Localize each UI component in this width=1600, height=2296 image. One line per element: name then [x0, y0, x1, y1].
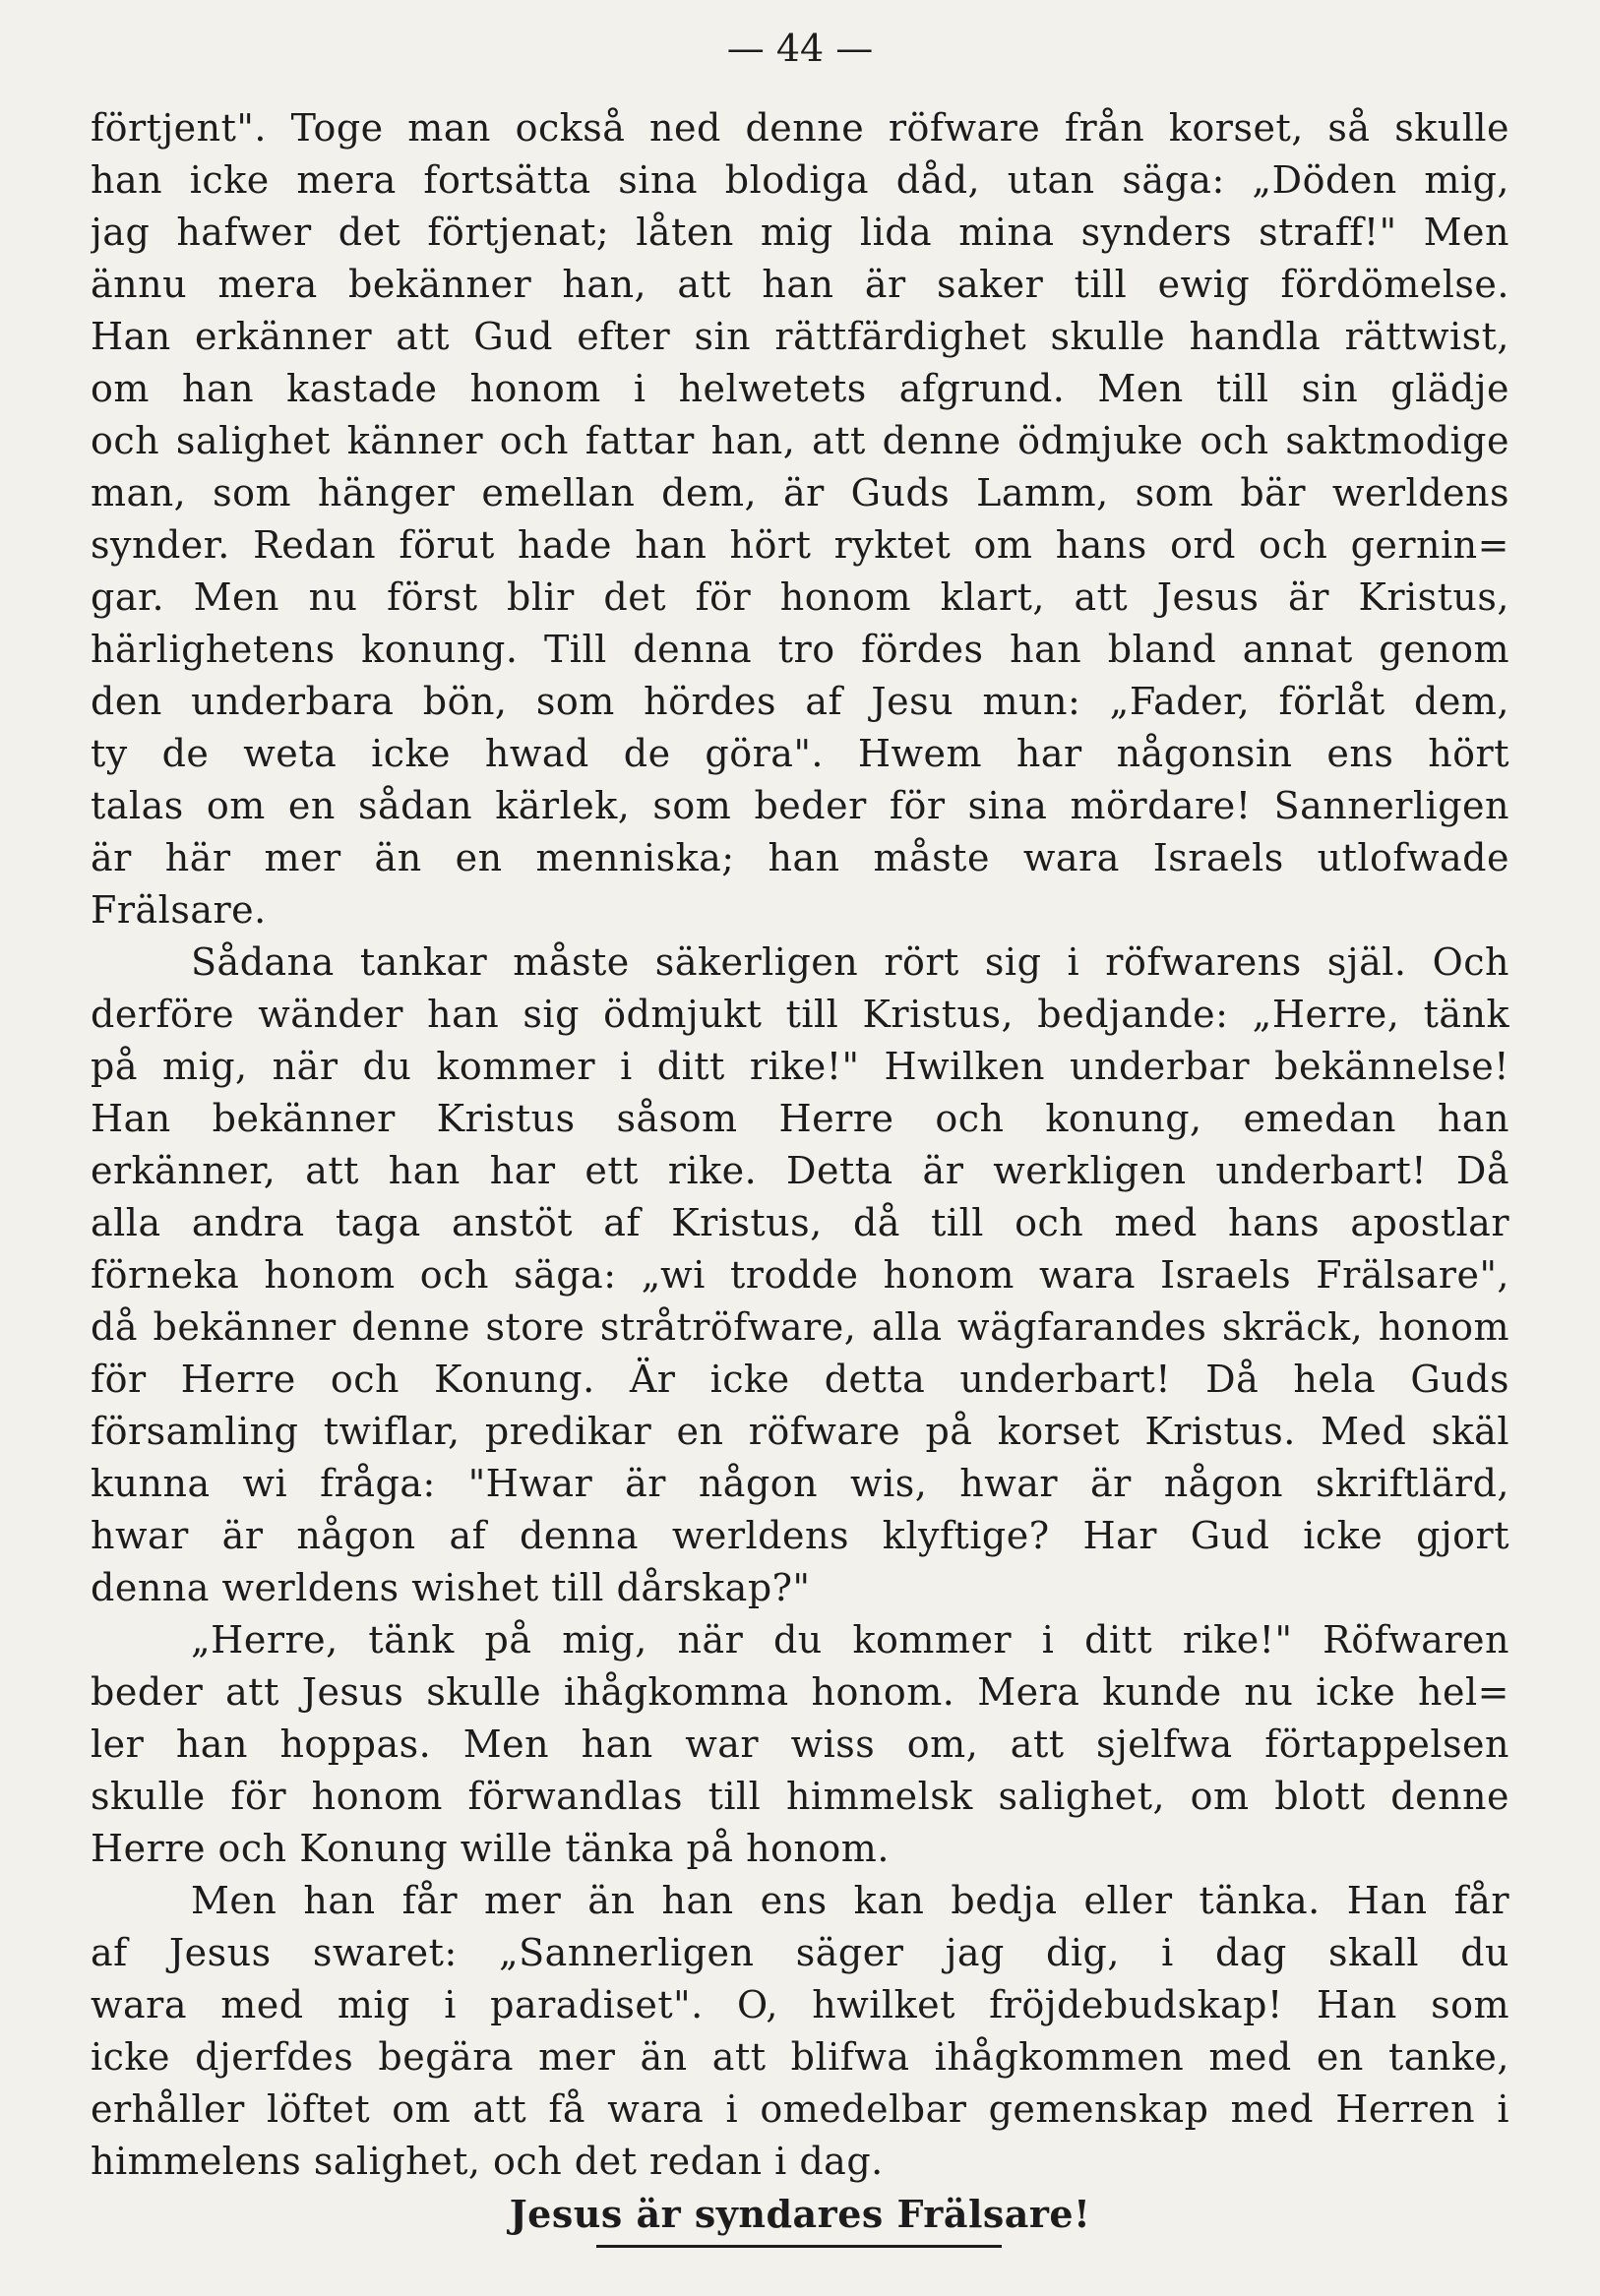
divider: [596, 2245, 1002, 2248]
text-line: synder. Redan förut hade han hört ryktet om hans ord och gernin=: [91, 523, 1509, 567]
text-line: Frälsare.: [91, 888, 267, 932]
text-line: Han erkänner att Gud efter sin rättfärdighet skulle handla rättwist,: [91, 315, 1509, 358]
text-line: härlighetens konung. Till denna tro fördes han bland annat genom: [91, 628, 1509, 671]
text-line: Sådana tankar måste säkerligen rört sig i röfwarens själ. Och: [191, 940, 1509, 984]
text-line: derföre wänder han sig ödmjukt till Kristus, bedjande: „Herre, tänk: [91, 993, 1509, 1036]
text-line: är här mer än en menniska; han måste wara Israels utlofwade: [91, 836, 1509, 879]
text-line: ty de weta icke hwad de göra". Hwem har någonsin ens hört: [91, 732, 1509, 775]
text-line: erhåller löftet om att få wara i omedelbar gemenskap med Herren i: [91, 2087, 1509, 2131]
text-line: denna werldens wishet till dårskap?": [91, 1566, 811, 1609]
text-line: Han bekänner Kristus såsom Herre och konung, emedan han: [91, 1097, 1509, 1140]
text-line: „Herre, tänk på mig, när du kommer i ditt rike!" Röfwaren: [191, 1618, 1509, 1662]
text-line: ler han hoppas. Men han war wiss om, att sjelfwa förtappelsen: [91, 1722, 1509, 1766]
text-line: wara med mig i paradiset". O, hwilket fröjdebudskap! Han som: [91, 1983, 1509, 2026]
text-line: af Jesus swaret: „Sannerligen säger jag dig, i dag skall du: [91, 1931, 1509, 1974]
text-line: Herre och Konung wille tänka på honom.: [91, 1827, 890, 1870]
text-line: erkänner, att han har ett rike. Detta är werkligen underbart! Då: [91, 1149, 1509, 1192]
text-line: skulle för honom förwandlas till himmelsk salighet, om blott denne: [91, 1775, 1509, 1818]
text-line: då bekänner denne store stråtröfware, alla wägfarandes skräck, honom: [91, 1305, 1509, 1349]
text-line: himmelens salighet, och det redan i dag.: [91, 2140, 884, 2183]
text-line: jag hafwer det förtjenat; låten mig lida mina synders straff!" Men: [91, 211, 1509, 254]
text-line: på mig, när du kommer i ditt rike!" Hwilken underbar bekännelse!: [91, 1045, 1509, 1088]
text-line: talas om en sådan kärlek, som beder för sina mördare! Sannerligen: [91, 784, 1509, 827]
text-line: församling twiflar, predikar en röfware på korset Kristus. Med skäl: [91, 1410, 1509, 1453]
text-line: kunna wi fråga: "Hwar är någon wis, hwar är någon skriftlärd,: [91, 1462, 1509, 1505]
text-line: alla andra taga anstöt af Kristus, då till och med hans apostlar: [91, 1201, 1509, 1244]
text-line: förneka honom och säga: „wi trodde honom wara Israels Frälsare",: [91, 1253, 1509, 1297]
text-line: för Herre och Konung. Är icke detta underbart! Då hela Guds: [91, 1358, 1509, 1401]
text-line: beder att Jesus skulle ihågkomma honom. Mera kunde nu icke hel=: [91, 1670, 1509, 1714]
body-text: [91, 102, 1509, 2240]
text-line: han icke mera fortsätta sina blodiga dåd, utan säga: „Döden mig,: [91, 158, 1509, 202]
text-line: hwar är någon af denna werldens klyftige? Har Gud icke gjort: [91, 1514, 1509, 1557]
text-line: icke djerfdes begära mer än att blifwa ihågkommen med en tanke,: [91, 2035, 1509, 2079]
closing-heading: Jesus är syndares Frälsare!: [509, 2192, 1091, 2236]
text-line: den underbara bön, som hördes af Jesu mun: „Fader, förlåt dem,: [91, 680, 1509, 723]
text-line: om han kastade honom i helwetets afgrund. Men till sin glädje: [91, 367, 1509, 410]
text-line: förtjent". Toge man också ned denne röfware från korset, så skulle: [91, 106, 1509, 150]
text-line: ännu mera bekänner han, att han är saker till ewig fördömelse.: [91, 263, 1509, 306]
text-line: gar. Men nu först blir det för honom klart, att Jesus är Kristus,: [91, 575, 1509, 619]
text-line: man, som hänger emellan dem, är Guds Lamm, som bär werldens: [91, 471, 1509, 514]
page-number: — 44 —: [726, 27, 874, 70]
text-line: och salighet känner och fattar han, att denne ödmjuke och saktmodige: [91, 419, 1509, 462]
text-line: Men han får mer än han ens kan bedja eller tänka. Han får: [191, 1879, 1509, 1922]
